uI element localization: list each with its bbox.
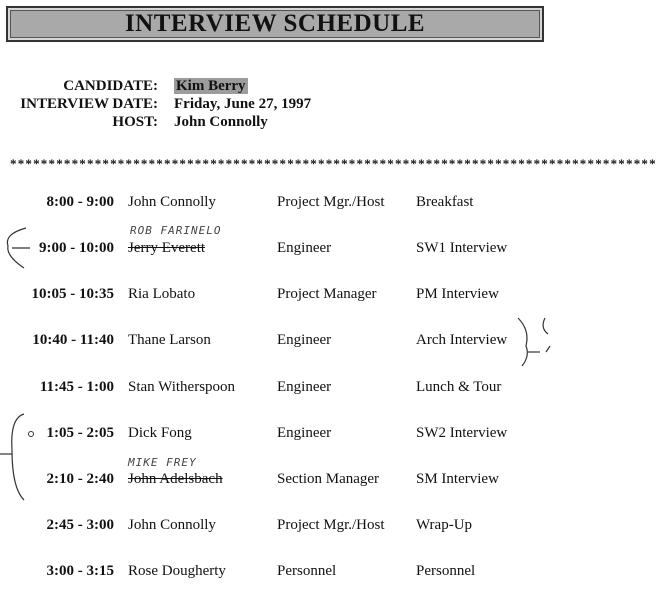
interview-type: Wrap-Up [416, 517, 473, 533]
bracket-mark [12, 414, 24, 500]
interviewer-name: Dick Fong [128, 425, 192, 441]
interviewer-name: Thane Larson [128, 332, 211, 348]
interview-date-label: INTERVIEW DATE: [20, 96, 158, 112]
bracket-mark [29, 432, 34, 437]
interview-type: Lunch & Tour [416, 379, 502, 395]
interviewer-role: Engineer [277, 425, 332, 441]
interviewer-role: Project Mgr./Host [277, 194, 385, 210]
schedule-time: 10:40 - 11:40 [32, 332, 114, 348]
interviewer-name: Stan Witherspoon [128, 379, 236, 395]
bracket-mark [546, 346, 550, 352]
interview-type: Breakfast [416, 194, 474, 210]
handwritten-note: ROB FARINELO [130, 224, 222, 237]
schedule-time: 1:05 - 2:05 [46, 425, 114, 441]
candidate-value: Kim Berry [176, 78, 246, 94]
handwritten-note: MIKE FREY [128, 456, 197, 469]
separator-line: ************************************************************************************ [10, 156, 657, 171]
interviewer-role: Project Mgr./Host [277, 517, 385, 533]
host-value: John Connolly [174, 114, 268, 130]
schedule-time: 10:05 - 10:35 [31, 286, 114, 302]
interviewer-role: Section Manager [277, 471, 380, 487]
interviewer-role: Project Manager [277, 286, 377, 302]
interview-type: PM Interview [416, 286, 499, 302]
bracket-mark [518, 318, 527, 366]
candidate-label: CANDIDATE: [63, 78, 158, 94]
interview-type: Arch Interview [416, 332, 508, 348]
schedule-time: 11:45 - 1:00 [39, 379, 114, 395]
interviewer-name: John Connolly [128, 517, 216, 533]
bracket-mark [543, 318, 548, 334]
interview-type: SW1 Interview [416, 240, 508, 256]
interviewer-name: John Connolly [128, 194, 216, 210]
interviewer-role: Personnel [277, 563, 337, 579]
schedule-time: 8:00 - 9:00 [46, 194, 114, 210]
schedule-time: 3:00 - 3:15 [46, 563, 114, 579]
interviewer-role: Engineer [277, 332, 332, 348]
interviewer-name: Jerry Everett [128, 240, 206, 256]
interview-type: SW2 Interview [416, 425, 508, 441]
interviewer-name: Rose Dougherty [128, 563, 226, 579]
page-title: INTERVIEW SCHEDULE [124, 10, 426, 37]
interviewer-role: Engineer [277, 240, 332, 256]
schedule-time: 2:10 - 2:40 [46, 471, 114, 487]
interviewer-name: John Adelsbach [128, 471, 223, 487]
interview-type: SM Interview [416, 471, 499, 487]
interviewer-role: Engineer [277, 379, 332, 395]
schedule-time: 2:45 - 3:00 [46, 517, 114, 533]
host-label: HOST: [112, 114, 158, 130]
interview-type: Personnel [416, 563, 476, 579]
interviewer-name: Ria Lobato [128, 286, 196, 302]
schedule-time: 9:00 - 10:00 [39, 240, 114, 256]
interview-date-value: Friday, June 27, 1997 [174, 96, 312, 112]
